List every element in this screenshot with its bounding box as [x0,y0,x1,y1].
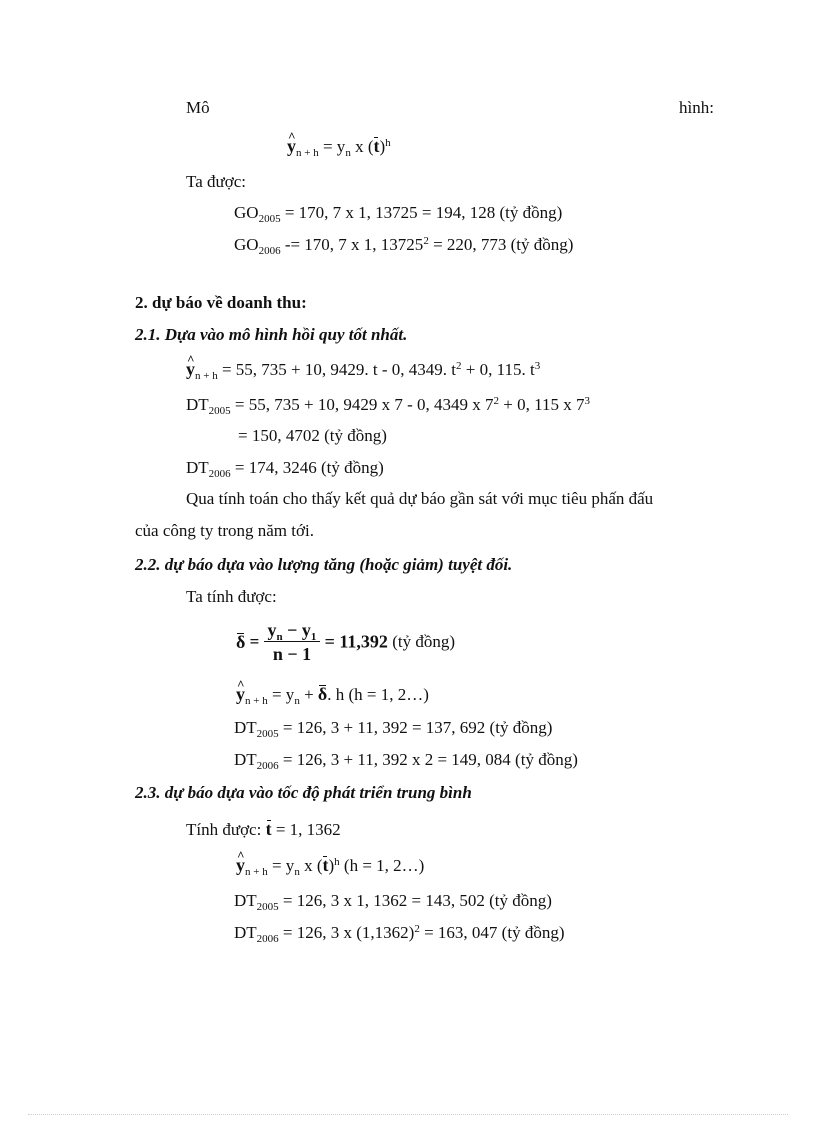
formula-text: DT [186,395,209,414]
formula-text: = [249,632,260,651]
go-2006-line [234,235,573,255]
formula-text: ) [379,137,386,156]
section-2-heading: 2. dự báo về doanh thu: [135,293,307,312]
model-label-right: hình: [679,98,714,117]
formula-text: x ( [355,137,374,156]
dt-2006-absolute [234,750,578,770]
formula-text: = 170, 7 x 1, 13725 = 194, 128 (tỷ đồng) [284,203,563,222]
go-2005-line [234,203,562,223]
formula-text: x ( [304,856,323,875]
model-label: Mô [186,98,210,117]
subscript: 2006 [256,933,279,945]
section-2-1-heading: 2.1. Dựa vào mô hình hồi quy tốt nhất. [135,325,408,344]
formula-model [287,136,391,157]
subscript: 2006 [258,245,281,257]
dt-2005-absolute [234,718,552,738]
formula-text: (tỷ đồng) [392,632,455,651]
y-hat-symbol: ^ y [186,359,195,379]
dt-2006-regression [186,458,384,478]
formula-text: = 220, 773 (tỷ đồng) [433,235,574,254]
delta-formula [236,620,455,664]
formula-text: y [267,620,277,640]
subscript: n [294,866,300,878]
superscript: 3 [534,360,541,372]
formula-text: Tính được: [186,820,262,839]
tinh-duoc-line [186,819,341,840]
delta-fraction [264,620,321,664]
formula-text: = 126, 3 x (1,1362) [282,923,415,942]
formula-text: GO [234,203,259,222]
formula-text: = 55, 735 + 10, 9429 x 7 - 0, 4349 x 7 [234,395,494,414]
dt-2005-regression-result: = 150, 4702 (tỷ đồng) [238,426,387,445]
dt-2005-regression [186,395,590,415]
subscript: 2005 [256,728,279,740]
formula-text: = 126, 3 + 11, 392 x 2 = 149, 084 (tỷ đồng) [282,750,578,769]
formula-text: = 1, 1362 [275,820,341,839]
t-bar-symbol: t [373,136,380,156]
delta-bar-symbol: δ [236,631,246,652]
formula-text: = y [322,137,346,156]
formula-text: = 55, 735 + 10, 9429. t - 0, 4349. t [221,360,457,379]
section-2-2-heading: 2.2. dự báo dựa vào lượng tăng (hoặc giảm) tuyệt đối. [135,555,513,574]
absolute-change-formula [236,684,429,705]
subscript: 2005 [208,405,231,417]
superscript: 2 [456,360,462,372]
delta-result: = 11,392 [324,631,388,652]
superscript: 2 [414,923,420,935]
formula-text: DT [234,718,257,737]
subscript: n [345,147,351,159]
ta-tinh-duoc: Ta tính được: [186,587,277,606]
y-hat-symbol: ^ y [236,684,245,704]
formula-text: DT [234,923,257,942]
delta-bar-symbol: δ [317,684,328,704]
formula-text: (h = 1, 2…) [343,856,425,875]
subscript: 2005 [256,901,279,913]
formula-text: = 163, 047 (tỷ đồng) [424,923,565,942]
formula-text: = y [271,856,295,875]
subscript: 2006 [256,760,279,772]
superscript: h [334,856,340,868]
formula-text: DT [234,750,257,769]
formula-text: ) [328,856,335,875]
formula-text: GO [234,235,259,254]
conclusion-line-2: của công ty trong năm tới. [135,521,314,540]
subscript: 2006 [208,468,231,480]
superscript: h [385,137,391,149]
superscript: 2 [423,235,429,247]
subscript: n [294,695,300,707]
subscript: 1 [310,631,317,643]
formula-text: + 0, 115. t [465,360,535,379]
formula-text: -= 170, 7 x 1, 13725 [284,235,424,254]
formula-text: DT [186,458,209,477]
formula-text: − y [282,620,311,640]
y-hat-symbol: ^ y [236,855,245,875]
section-2-3-heading: 2.3. dự báo dựa vào tốc độ phát triển trung bình [135,783,472,802]
formula-text: = y [271,685,295,704]
subscript: n [276,631,283,643]
formula-text: = 126, 3 + 11, 392 = 137, 692 (tỷ đồng) [282,718,553,737]
formula-text: = 174, 3246 (tỷ đồng) [234,458,384,477]
t-bar-symbol: t [265,819,272,839]
conclusion-line-1: Qua tính toán cho thấy kết quả dự báo gần sát với mục tiêu phấn đấu [186,489,654,508]
formula-text: DT [234,891,257,910]
dt-2005-growth [234,891,552,911]
formula-text: . h (h = 1, 2…) [327,685,429,704]
formula-text: + [304,685,314,704]
formula-text: + 0, 115 x 7 [503,395,585,414]
fraction-denominator: n − 1 [272,644,312,664]
subscript: n + h [245,695,268,707]
regression-formula [186,359,540,380]
subscript: 2005 [258,213,281,225]
subscript: n + h [195,370,218,382]
page-bottom-divider [28,1114,788,1115]
fraction-numerator [264,620,321,642]
growth-rate-formula [236,855,424,876]
superscript: 2 [493,395,500,407]
formula-text: = 126, 3 x 1, 1362 = 143, 502 (tỷ đồng) [282,891,552,910]
ta-duoc: Ta được: [186,172,246,191]
t-bar-symbol: t [322,855,329,875]
superscript: 3 [584,395,590,407]
y-hat-symbol: ^ y [287,136,296,156]
dt-2006-growth [234,923,564,943]
subscript: n + h [296,147,319,159]
subscript: n + h [245,866,268,878]
